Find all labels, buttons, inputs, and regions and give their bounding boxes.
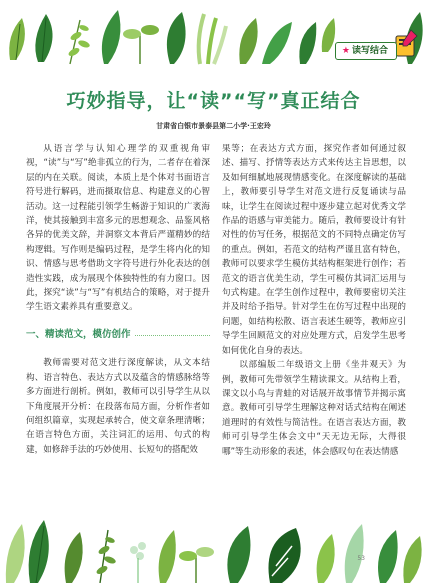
leaf-icon (378, 530, 398, 583)
sprout-icon (123, 25, 159, 64)
body-paragraph: 教师需要对范文进行深度解读，从文本结构、语言特色、表达方式以及蕴含的情感脉络等多方面进行剖析。例如，教师可以引导学生从以下角度展开分析：在段落布局方面，分析作者如何组织篇章，实现起承转合，使文章条理清晰；在语言特色方面，关注词汇的运用、句式的构建，如修辞手法的巧妙使用、长短句的搭配效 (26, 358, 210, 455)
leaf-icon (345, 524, 364, 583)
flower-icon (130, 542, 146, 583)
grass-icon (199, 14, 226, 64)
leaf-icon (65, 532, 83, 583)
leaf-icon (227, 526, 250, 583)
leaf-icon (9, 18, 25, 60)
body-paragraph: 果等；在表达方式方面，探究作者如何通过叙述、描写、抒情等表达方式来传达主旨思想，以及如何细腻地展现情感变化。在深度解读的基础上，教师要引导学生对范文进行反复诵读与品味，让学生在阅读过程中逐步建立起对优秀文学作品的语感与审美能力。随后，教师要设计有针对性的仿写任务，根据范文的不同特点确定仿写的重点。例如，若范文的结构严谨且富有特色，教师可以要求学生模仿其结构框架进行创作；若范文的语言优美生动，学生可模仿其词汇运用与句式构建。在学生创作过程中，教师要密切关注并及时给予指导。针对学生在仿写过程中出现的问题，如结构松散、语言表述生硬等，教师应引导学生回顾范文的对应处理方式，启发学生思考如何优化自身的表达。 (222, 144, 406, 356)
fern-icon (67, 20, 90, 64)
column-badge (335, 42, 397, 60)
leaf-icon (167, 12, 186, 64)
leaf-icon (29, 520, 49, 583)
monstera-leaf-icon (268, 528, 300, 583)
leaf-icon (6, 524, 25, 583)
article-author: 甘肃省白银市景泰县第二小学·王宏玲 (156, 122, 271, 130)
section-heading (26, 328, 210, 342)
leaf-icon (262, 22, 292, 64)
page-number: 53 (357, 555, 365, 562)
column-badge-label: 读写结合 (351, 46, 388, 56)
leaf-icon (35, 14, 52, 62)
leaf-icon (322, 18, 335, 52)
body-paragraph: 从语言学与认知心理学的双重视角审视，“读”与“写”绝非孤立的行为，二者存在着深层的内在关联。阅读，本质上是个体对书面语言符号进行解码，进而摄取信息、构建意义的心智活动。这一过程能引领学生畅游于知识的广袤海洋，使其接触到丰富多元的思想观念、品鉴风格各异的优美文辞，并洞察文本背后严谨精妙的结构逻辑。写作则是编码过程，是学生将内化的知识、情感与思考借助文字符号进行外化表达的创造性实践，成为展现个体独特性的有力窗口。因此，探究“读”与“写”有机结合的策略，对于提升学生语文素养具有重要意义。 (26, 144, 210, 313)
leaf-icon (403, 536, 421, 583)
star-icon: ★ (341, 46, 350, 56)
leaf-icon (239, 18, 257, 64)
section-heading-text: 一、精读范文，模仿创作 (26, 328, 131, 340)
left-column (26, 142, 210, 457)
section-divider (135, 335, 210, 336)
article-title: 巧妙指导，让“读”“写”真正结合 (66, 90, 361, 112)
right-column (222, 142, 406, 459)
leaf-icon (159, 530, 176, 583)
leaf-decoration-bottom (0, 506, 427, 583)
sprout-icon (179, 547, 214, 583)
leaf-icon (102, 10, 121, 64)
body-paragraph: 以部编版二年级语文上册《坐井观天》为例，教师可先带领学生精读课文。从结构上看，课文以小鸟与青蛙的对话展开故事情节并揭示寓意。教师可引导学生理解这种对话式结构在阐述道理时的有效性与简洁性。在语言表达方面，教师可引导学生体会文中“天无边无际，大得很哪”等生动形象的表述，体会感叹句在表达情感 (222, 360, 406, 457)
leaf-icon (317, 534, 335, 583)
leaf-icon (299, 22, 316, 64)
fern-icon (95, 530, 116, 583)
